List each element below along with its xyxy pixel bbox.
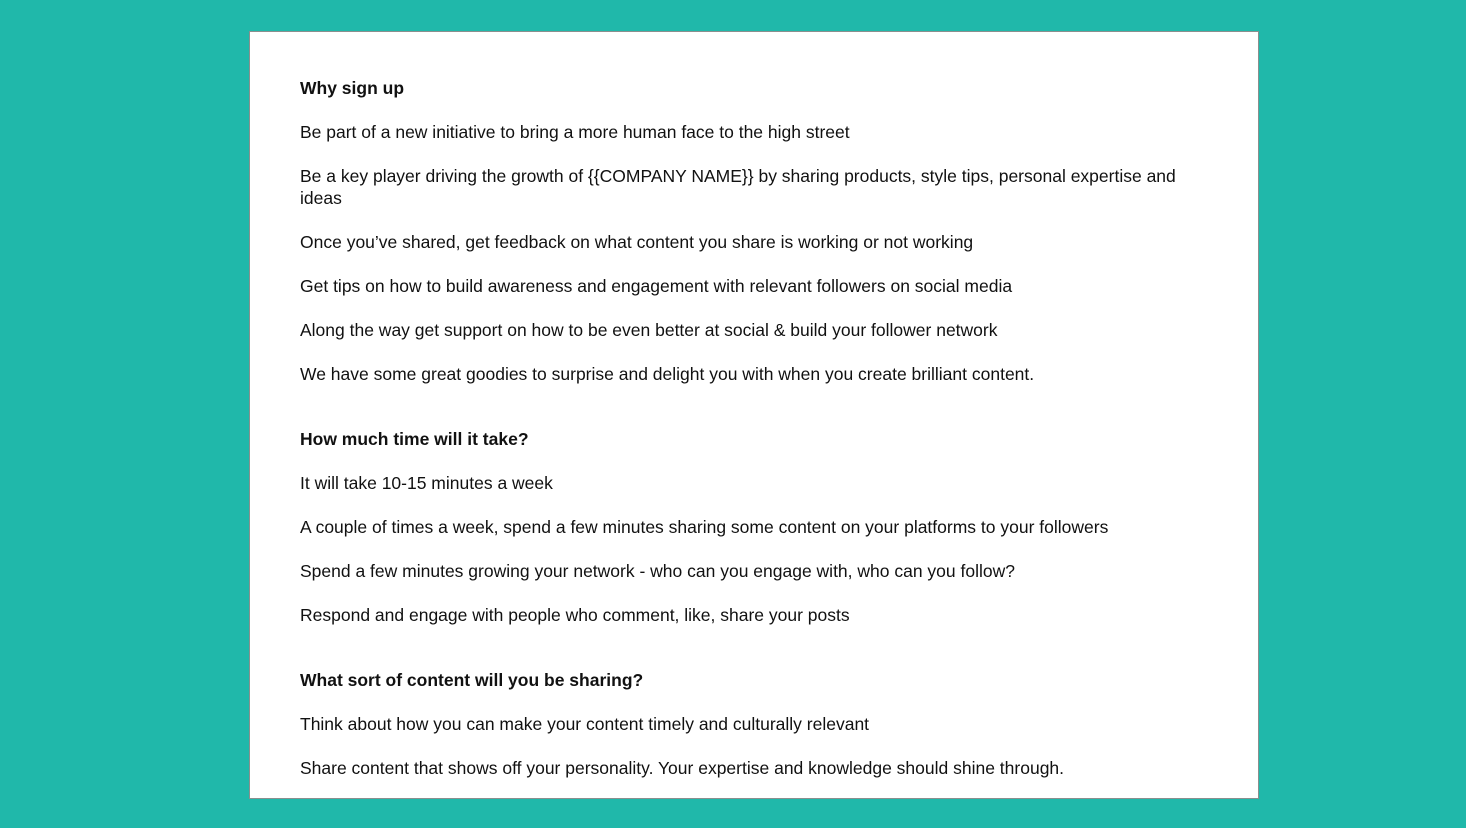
- paragraph: We have some great goodies to surprise and delight you with when you create brilliant content.: [300, 364, 1035, 384]
- paragraph: Respond and engage with people who comment, like, share your posts: [300, 605, 850, 625]
- paragraph: Once you’ve shared, get feedback on what content you share is working or not working: [300, 232, 974, 252]
- paragraph: Share content that shows off your personality. Your expertise and knowledge should shine through.: [300, 758, 1065, 778]
- section-heading-why-sign-up: Why sign up: [300, 78, 405, 98]
- paragraph: Be a key player driving the growth of {{COMPANY NAME}} by sharing products, style tips, personal expertise and ideas: [300, 166, 1176, 208]
- paragraph: Be part of a new initiative to bring a more human face to the high street: [300, 122, 850, 142]
- section-spacer: [300, 407, 1205, 428]
- document-page: [249, 31, 1259, 799]
- section-spacer: [300, 648, 1205, 669]
- paragraph: Along the way get support on how to be even better at social & build your follower network: [300, 320, 998, 340]
- paragraph: Get tips on how to build awareness and engagement with relevant followers on social media: [300, 276, 1013, 296]
- section-heading-time: How much time will it take?: [300, 429, 529, 449]
- paragraph: A couple of times a week, spend a few minutes sharing some content on your platforms to your followers: [300, 517, 1109, 537]
- section-heading-content: What sort of content will you be sharing?: [300, 670, 644, 690]
- paragraph: It will take 10-15 minutes a week: [300, 473, 553, 493]
- paragraph: Think about how you can make your content timely and culturally relevant: [300, 714, 870, 734]
- paragraph: Spend a few minutes growing your network - who can you engage with, who can you follow?: [300, 561, 1015, 581]
- document-content: [300, 77, 1205, 799]
